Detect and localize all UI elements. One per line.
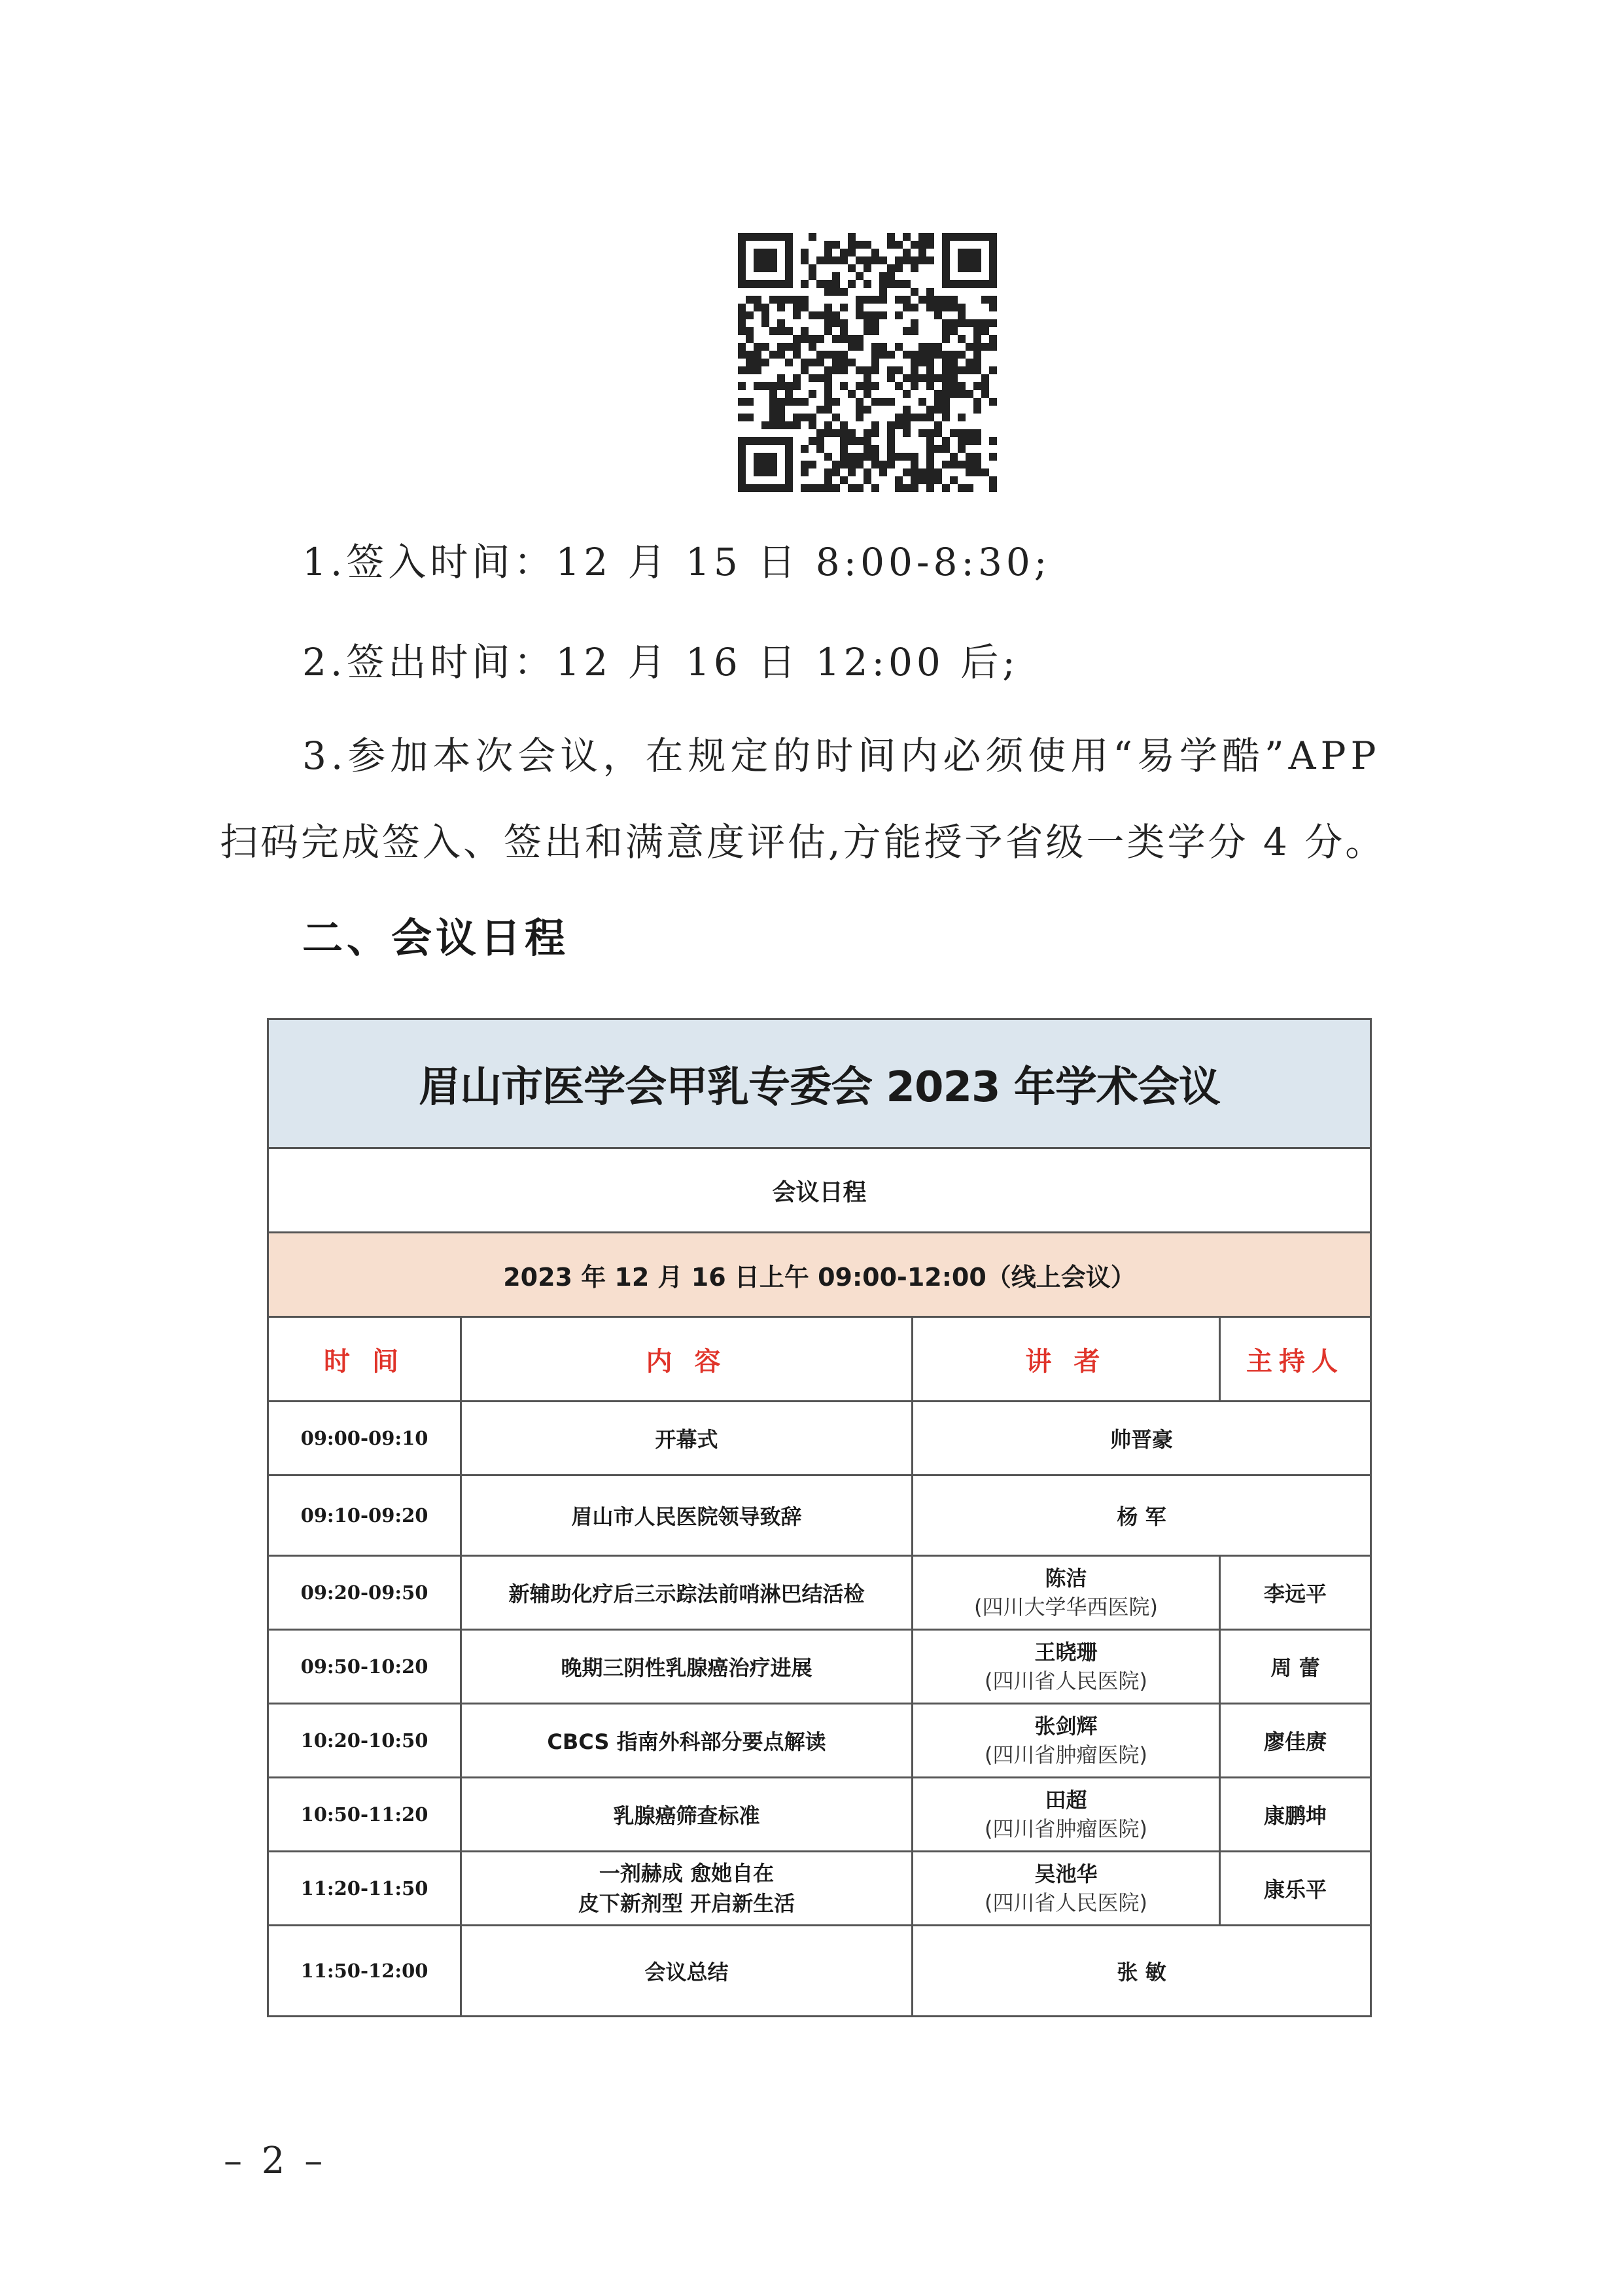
row-content: 乳腺癌筛查标准 [461, 1778, 913, 1852]
row-speaker: 杨 军 [913, 1475, 1371, 1556]
table-date-line: 2023 年 12 月 16 日上午 09:00-12:00（线上会议） [268, 1233, 1371, 1317]
row-time: 09:10-09:20 [268, 1475, 461, 1556]
row-time: 11:50-12:00 [268, 1926, 461, 2017]
table-title: 眉山市医学会甲乳专委会 2023 年学术会议 [268, 1019, 1371, 1148]
row-host: 廖佳赓 [1220, 1704, 1371, 1778]
credit-note-line1: 3.参加本次会议，在规定的时间内必须使用“易学酷”APP [302, 733, 1381, 778]
schedule-table [267, 1018, 1372, 2017]
row-host: 李远平 [1220, 1556, 1371, 1630]
row-time: 09:50-10:20 [268, 1630, 461, 1704]
credit-note-line2: 扫码完成签入、签出和满意度评估,方能授予省级一类学分 4 分。 [220, 820, 1386, 864]
row-speaker [913, 1556, 1220, 1630]
row-time: 09:20-09:50 [268, 1556, 461, 1630]
row-speaker [913, 1852, 1220, 1926]
header-speaker: 讲 者 [913, 1317, 1220, 1402]
row-speaker [913, 1778, 1220, 1852]
header-host: 主持人 [1220, 1317, 1371, 1402]
speaker-org: (四川省人民医院) [985, 1890, 1147, 1915]
table-row [268, 1402, 1371, 1475]
row-speaker [913, 1704, 1220, 1778]
header-content: 内 容 [461, 1317, 913, 1402]
speaker-org: (四川省肿瘤医院) [985, 1816, 1147, 1841]
speaker-name: 田超 [1045, 1788, 1087, 1812]
row-content: 开幕式 [461, 1402, 913, 1475]
page-number: – 2 – [224, 2140, 327, 2182]
row-host: 康鹏坤 [1220, 1778, 1371, 1852]
row-speaker [913, 1630, 1220, 1704]
table-row [268, 1556, 1371, 1630]
row-content: 晚期三阴性乳腺癌治疗进展 [461, 1630, 913, 1704]
speaker-name: 陈洁 [1045, 1566, 1087, 1591]
row-content [461, 1852, 913, 1926]
row-host: 周 蕾 [1220, 1630, 1371, 1704]
content-line: 一剂赫成 愈她自在 [599, 1861, 775, 1886]
header-time: 时 间 [268, 1317, 461, 1402]
row-speaker: 帅晋豪 [913, 1402, 1371, 1475]
table-row [268, 1630, 1371, 1704]
speaker-org: (四川大学华西医院) [974, 1595, 1158, 1619]
speaker-name: 张剑辉 [1034, 1714, 1098, 1739]
speaker-org: (四川省肿瘤医院) [985, 1742, 1147, 1767]
speaker-name: 吴池华 [1034, 1862, 1098, 1886]
table-row [268, 1778, 1371, 1852]
checkout-time-text: 2.签出时间：12 月 16 日 12:00 后; [302, 640, 1019, 684]
content-line: 皮下新剂型 开启新生活 [578, 1891, 795, 1916]
checkin-time-text: 1.签入时间：12 月 15 日 8:00-8:30; [302, 540, 1051, 584]
row-content: CBCS 指南外科部分要点解读 [461, 1704, 913, 1778]
speaker-name: 王晓珊 [1034, 1640, 1098, 1665]
table-subtitle: 会议日程 [268, 1148, 1371, 1233]
row-time: 11:20-11:50 [268, 1852, 461, 1926]
qr-code-icon [738, 233, 997, 492]
table-row [268, 1704, 1371, 1778]
row-content: 眉山市人民医院领导致辞 [461, 1475, 913, 1556]
row-time: 10:50-11:20 [268, 1778, 461, 1852]
table-row [268, 1926, 1371, 2017]
table-row [268, 1852, 1371, 1926]
row-host: 康乐平 [1220, 1852, 1371, 1926]
speaker-org: (四川省人民医院) [985, 1669, 1147, 1693]
row-time: 09:00-09:10 [268, 1402, 461, 1475]
row-speaker: 张 敏 [913, 1926, 1371, 2017]
section-heading: 二、会议日程 [302, 914, 570, 962]
table-row [268, 1475, 1371, 1556]
row-time: 10:20-10:50 [268, 1704, 461, 1778]
row-content: 新辅助化疗后三示踪法前哨淋巴结活检 [461, 1556, 913, 1630]
row-content: 会议总结 [461, 1926, 913, 2017]
